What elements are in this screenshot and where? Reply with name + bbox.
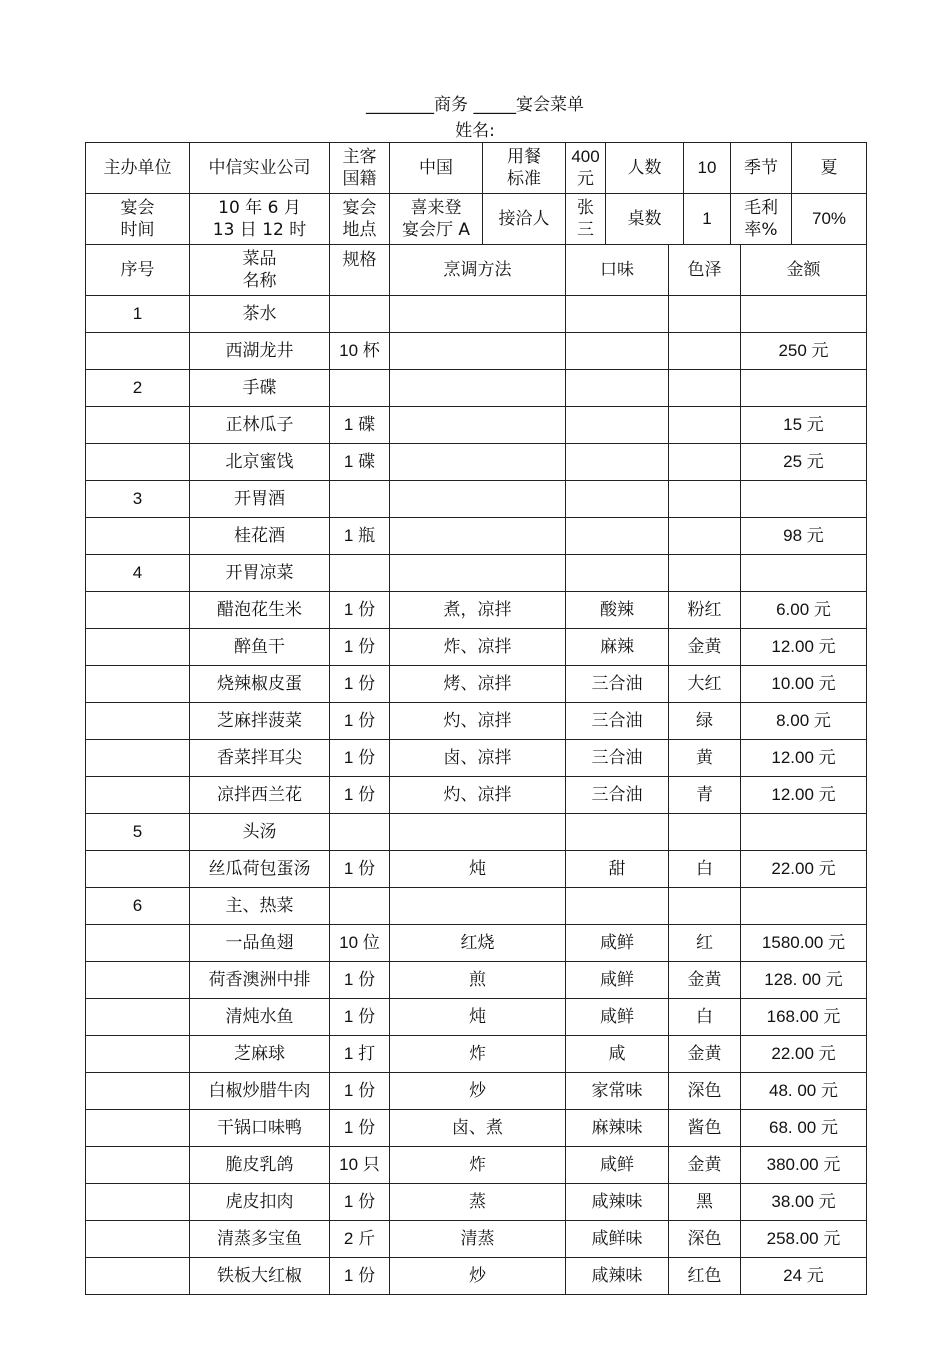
- taste: 酸辣: [566, 592, 669, 629]
- info-row-1: [86, 143, 867, 194]
- table-row: [86, 592, 867, 629]
- amount: [741, 481, 867, 518]
- amount: 250 元: [741, 333, 867, 370]
- taste: 咸鲜: [566, 925, 669, 962]
- amount: 98 元: [741, 518, 867, 555]
- dish-name: 丝瓜荷包蛋汤: [190, 851, 330, 888]
- table-row: [86, 555, 867, 592]
- cooking-method: [390, 481, 566, 518]
- cooking-method: [390, 555, 566, 592]
- cooking-method: 炸: [390, 1036, 566, 1073]
- dish-name: 开胃凉菜: [190, 555, 330, 592]
- table-row: [86, 1147, 867, 1184]
- dish-name: 脆皮乳鸽: [190, 1147, 330, 1184]
- table-row: [86, 629, 867, 666]
- dish-name: 醉鱼干: [190, 629, 330, 666]
- color: [669, 555, 741, 592]
- dining-standard-label: 用餐 标准: [483, 143, 566, 194]
- menu-title: ________商务 _____宴会菜单: [366, 95, 584, 115]
- table-row: [86, 370, 867, 407]
- color: 金黄: [669, 1036, 741, 1073]
- dish-name: 铁板大红椒: [190, 1258, 330, 1295]
- amount: 1580.00 元: [741, 925, 867, 962]
- taste: [566, 888, 669, 925]
- color: [669, 296, 741, 333]
- spec: 1 份: [330, 1258, 390, 1295]
- info-row-2: [86, 194, 867, 245]
- taste: 麻辣味: [566, 1110, 669, 1147]
- spec: 1 份: [330, 703, 390, 740]
- amount: 12.00 元: [741, 629, 867, 666]
- amount: 380.00 元: [741, 1147, 867, 1184]
- amount: 68. 00 元: [741, 1110, 867, 1147]
- table-row: [86, 1221, 867, 1258]
- color: 绿: [669, 703, 741, 740]
- color: [669, 333, 741, 370]
- color: [669, 444, 741, 481]
- color: 黄: [669, 740, 741, 777]
- amount: 22.00 元: [741, 851, 867, 888]
- table-row: [86, 481, 867, 518]
- tables-label: 桌数: [606, 194, 684, 245]
- amount: 38.00 元: [741, 1184, 867, 1221]
- taste: [566, 296, 669, 333]
- amount: 258.00 元: [741, 1221, 867, 1258]
- gross-margin-value: 70%: [792, 194, 867, 245]
- table-row: [86, 703, 867, 740]
- color: 红: [669, 925, 741, 962]
- cooking-method: 清蒸: [390, 1221, 566, 1258]
- taste: 咸辣味: [566, 1184, 669, 1221]
- dish-name: 一品鱼翅: [190, 925, 330, 962]
- cooking-method: 炸、凉拌: [390, 629, 566, 666]
- dish-name: 北京蜜饯: [190, 444, 330, 481]
- taste: 咸: [566, 1036, 669, 1073]
- taste: [566, 814, 669, 851]
- dish-name: 芝麻球: [190, 1036, 330, 1073]
- table-row: [86, 666, 867, 703]
- color: [669, 407, 741, 444]
- item-no: [86, 518, 190, 555]
- taste: 甜: [566, 851, 669, 888]
- headcount-value: 10: [684, 143, 731, 194]
- color: 深色: [669, 1073, 741, 1110]
- table-row: [86, 407, 867, 444]
- dining-standard-value: 400 元: [566, 143, 606, 194]
- dish-name: 香菜拌耳尖: [190, 740, 330, 777]
- spec: 1 份: [330, 666, 390, 703]
- cooking-method: [390, 333, 566, 370]
- amount: 128. 00 元: [741, 962, 867, 999]
- season-value: 夏: [792, 143, 867, 194]
- table-row: [86, 925, 867, 962]
- banquet-info-table: [85, 142, 867, 245]
- amount: 168.00 元: [741, 999, 867, 1036]
- color: [669, 370, 741, 407]
- amount: 10.00 元: [741, 666, 867, 703]
- item-no: [86, 1258, 190, 1295]
- amount: 22.00 元: [741, 1036, 867, 1073]
- spec: 1 瓶: [330, 518, 390, 555]
- banquet-venue-label: 宴会 地点: [330, 194, 390, 245]
- dish-name: 桂花酒: [190, 518, 330, 555]
- season-label: 季节: [731, 143, 792, 194]
- item-no: 4: [86, 555, 190, 592]
- contact-value: 张 三: [566, 194, 606, 245]
- dish-name: 清炖水鱼: [190, 999, 330, 1036]
- item-no: 5: [86, 814, 190, 851]
- spec: 1 份: [330, 1073, 390, 1110]
- item-no: [86, 925, 190, 962]
- spec: [330, 888, 390, 925]
- amount: [741, 370, 867, 407]
- item-no: 2: [86, 370, 190, 407]
- taste: 三合油: [566, 703, 669, 740]
- spec: 1 份: [330, 851, 390, 888]
- amount: [741, 555, 867, 592]
- amount: 15 元: [741, 407, 867, 444]
- col-header-amount: 金额: [741, 245, 867, 296]
- cooking-method: 卤、煮: [390, 1110, 566, 1147]
- tables-value: 1: [684, 194, 731, 245]
- spec: 1 份: [330, 999, 390, 1036]
- dish-name: 芝麻拌菠菜: [190, 703, 330, 740]
- spec: 1 份: [330, 1184, 390, 1221]
- table-row: [86, 518, 867, 555]
- spec: [330, 296, 390, 333]
- table-row: [86, 296, 867, 333]
- menu-body: [86, 296, 867, 1295]
- table-row: [86, 740, 867, 777]
- item-no: [86, 1036, 190, 1073]
- cooking-method: 卤、凉拌: [390, 740, 566, 777]
- item-no: [86, 777, 190, 814]
- banquet-time-value: 10 年 6 月 13 日 12 时: [190, 194, 330, 245]
- table-row: [86, 814, 867, 851]
- cooking-method: 炸: [390, 1147, 566, 1184]
- amount: 48. 00 元: [741, 1073, 867, 1110]
- taste: [566, 370, 669, 407]
- table-row: [86, 851, 867, 888]
- taste: 三合油: [566, 740, 669, 777]
- taste: [566, 555, 669, 592]
- spec: 2 斤: [330, 1221, 390, 1258]
- table-row: [86, 333, 867, 370]
- dish-name: 开胃酒: [190, 481, 330, 518]
- spec: 1 份: [330, 777, 390, 814]
- dish-name: 凉拌西兰花: [190, 777, 330, 814]
- color: 金黄: [669, 629, 741, 666]
- color: 酱色: [669, 1110, 741, 1147]
- spec: 1 碟: [330, 444, 390, 481]
- taste: 咸鲜味: [566, 1221, 669, 1258]
- table-row: [86, 962, 867, 999]
- dish-name: 清蒸多宝鱼: [190, 1221, 330, 1258]
- color: 青: [669, 777, 741, 814]
- color: 白: [669, 851, 741, 888]
- color: 粉红: [669, 592, 741, 629]
- cooking-method: [390, 518, 566, 555]
- col-header-no: 序号: [86, 245, 190, 296]
- spec: 10 位: [330, 925, 390, 962]
- cooking-method: 炖: [390, 851, 566, 888]
- item-no: 1: [86, 296, 190, 333]
- spec: 1 份: [330, 629, 390, 666]
- taste: 咸鲜: [566, 1147, 669, 1184]
- color: [669, 481, 741, 518]
- color: 大红: [669, 666, 741, 703]
- name-line: 姓名:: [455, 121, 495, 141]
- spec: 10 只: [330, 1147, 390, 1184]
- taste: [566, 407, 669, 444]
- color: 红色: [669, 1258, 741, 1295]
- spec: [330, 814, 390, 851]
- gross-margin-label: 毛利 率%: [731, 194, 792, 245]
- spec: [330, 481, 390, 518]
- dish-name: 正林瓜子: [190, 407, 330, 444]
- dish-name: 烧辣椒皮蛋: [190, 666, 330, 703]
- taste: 咸鲜: [566, 962, 669, 999]
- dish-name: 茶水: [190, 296, 330, 333]
- table-row: [86, 444, 867, 481]
- cooking-method: 蒸: [390, 1184, 566, 1221]
- col-header-method: 烹调方法: [390, 245, 566, 296]
- color: 金黄: [669, 962, 741, 999]
- amount: 8.00 元: [741, 703, 867, 740]
- table-row: [86, 1110, 867, 1147]
- taste: [566, 518, 669, 555]
- cooking-method: 灼、凉拌: [390, 703, 566, 740]
- item-no: [86, 666, 190, 703]
- dish-name: 手碟: [190, 370, 330, 407]
- item-no: [86, 444, 190, 481]
- spec: 1 份: [330, 962, 390, 999]
- item-no: [86, 333, 190, 370]
- dish-name: 主、热菜: [190, 888, 330, 925]
- spec: [330, 555, 390, 592]
- taste: [566, 333, 669, 370]
- amount: 25 元: [741, 444, 867, 481]
- cooking-method: 煮，凉拌: [390, 592, 566, 629]
- cooking-method: [390, 407, 566, 444]
- cooking-method: [390, 444, 566, 481]
- item-no: [86, 629, 190, 666]
- col-header-taste: 口味: [566, 245, 669, 296]
- dish-name: 荷香澳洲中排: [190, 962, 330, 999]
- table-row: [86, 1258, 867, 1295]
- amount: [741, 296, 867, 333]
- dish-name: 干锅口味鸭: [190, 1110, 330, 1147]
- cooking-method: 烤、凉拌: [390, 666, 566, 703]
- dish-name: 白椒炒腊牛肉: [190, 1073, 330, 1110]
- dish-name: 西湖龙井: [190, 333, 330, 370]
- col-header-color: 色泽: [669, 245, 741, 296]
- item-no: [86, 592, 190, 629]
- menu-table: [85, 244, 867, 1295]
- dish-name: 虎皮扣肉: [190, 1184, 330, 1221]
- col-header-spec: 规格: [330, 245, 390, 296]
- item-no: 3: [86, 481, 190, 518]
- taste: 麻辣: [566, 629, 669, 666]
- cooking-method: [390, 370, 566, 407]
- guest-nationality-value: 中国: [390, 143, 483, 194]
- color: [669, 888, 741, 925]
- spec: 1 打: [330, 1036, 390, 1073]
- spec: 1 份: [330, 592, 390, 629]
- amount: 12.00 元: [741, 740, 867, 777]
- color: 黑: [669, 1184, 741, 1221]
- taste: 咸辣味: [566, 1258, 669, 1295]
- item-no: [86, 703, 190, 740]
- col-header-dish-name: 菜品 名称: [190, 245, 330, 296]
- cooking-method: 炖: [390, 999, 566, 1036]
- amount: [741, 888, 867, 925]
- amount: 6.00 元: [741, 592, 867, 629]
- item-no: [86, 1147, 190, 1184]
- color: [669, 518, 741, 555]
- amount: 24 元: [741, 1258, 867, 1295]
- spec: [330, 370, 390, 407]
- cooking-method: 灼、凉拌: [390, 777, 566, 814]
- host-label: 主办单位: [86, 143, 190, 194]
- color: 白: [669, 999, 741, 1036]
- taste: 三合油: [566, 666, 669, 703]
- item-no: [86, 1184, 190, 1221]
- item-no: [86, 1073, 190, 1110]
- table-row: [86, 888, 867, 925]
- amount: 12.00 元: [741, 777, 867, 814]
- item-no: [86, 999, 190, 1036]
- dish-name: 头汤: [190, 814, 330, 851]
- cooking-method: 炒: [390, 1258, 566, 1295]
- item-no: [86, 1110, 190, 1147]
- taste: 咸鲜: [566, 999, 669, 1036]
- guest-nationality-label: 主客 国籍: [330, 143, 390, 194]
- contact-label: 接洽人: [483, 194, 566, 245]
- spec: 1 份: [330, 1110, 390, 1147]
- table-row: [86, 999, 867, 1036]
- item-no: [86, 851, 190, 888]
- cooking-method: [390, 888, 566, 925]
- cooking-method: [390, 296, 566, 333]
- table-row: [86, 1036, 867, 1073]
- cooking-method: 红烧: [390, 925, 566, 962]
- banquet-venue-value: 喜来登 宴会厅 A: [390, 194, 483, 245]
- taste: 家常味: [566, 1073, 669, 1110]
- headcount-label: 人数: [606, 143, 684, 194]
- cooking-method: [390, 814, 566, 851]
- menu-header-row: [86, 245, 867, 296]
- color: [669, 814, 741, 851]
- spec: 1 份: [330, 740, 390, 777]
- banquet-time-label: 宴会 时间: [86, 194, 190, 245]
- cooking-method: 炒: [390, 1073, 566, 1110]
- item-no: 6: [86, 888, 190, 925]
- item-no: [86, 407, 190, 444]
- table-row: [86, 1073, 867, 1110]
- cooking-method: 煎: [390, 962, 566, 999]
- item-no: [86, 1221, 190, 1258]
- dish-name: 醋泡花生米: [190, 592, 330, 629]
- item-no: [86, 962, 190, 999]
- taste: [566, 444, 669, 481]
- table-row: [86, 777, 867, 814]
- taste: [566, 481, 669, 518]
- spec: 10 杯: [330, 333, 390, 370]
- table-row: [86, 1184, 867, 1221]
- amount: [741, 814, 867, 851]
- host-value: 中信实业公司: [190, 143, 330, 194]
- spec: 1 碟: [330, 407, 390, 444]
- color: 金黄: [669, 1147, 741, 1184]
- color: 深色: [669, 1221, 741, 1258]
- taste: 三合油: [566, 777, 669, 814]
- item-no: [86, 740, 190, 777]
